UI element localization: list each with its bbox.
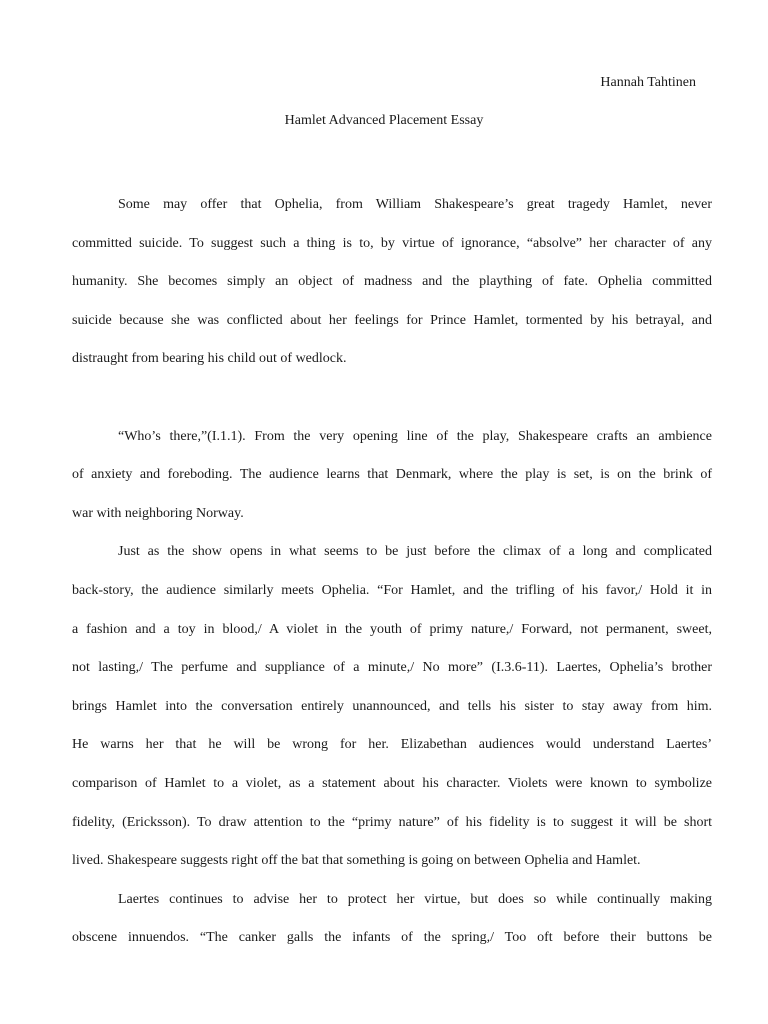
author-name: Hannah Tahtinen — [600, 75, 696, 90]
paragraph-line: “Who’s there,”(I.1.1). From the very opening line of the play, Shakespeare crafts an ambience — [118, 428, 712, 444]
essay-body — [72, 186, 712, 958]
paragraph-line: Some may offer that Ophelia, from William Shakespeare’s great tragedy Hamlet, never — [118, 197, 712, 212]
paragraph-3 — [72, 533, 712, 880]
paragraph-line: back-story, the audience similarly meets Ophelia. “For Hamlet, and the trifling of his favor,/ Hold it in — [72, 582, 712, 598]
paragraph-line: humanity. She becomes simply an object of madness and the plaything of fate. Ophelia committed — [72, 274, 712, 290]
paragraph-line: lived. Shakespeare suggests right off the bat that something is going on between Ophelia and Hamlet. — [72, 853, 641, 869]
paragraph-line: war with neighboring Norway. — [72, 505, 244, 521]
paragraph-4 — [72, 881, 712, 958]
paragraph-line: not lasting,/ The perfume and suppliance of a minute,/ No more” (I.3.6-11). Laertes, Ophelia’s brother — [72, 660, 712, 676]
paragraph-line: He warns her that he will be wrong for her. Elizabethan audiences would understand Laertes’ — [72, 737, 712, 753]
paragraph-line: Laertes continues to advise her to protect her virtue, but does so while continually making — [118, 891, 712, 907]
paragraph-line: comparison of Hamlet to a violet, as a statement about his character. Violets were known to symbolize — [72, 775, 712, 791]
paragraph-line: distraught from bearing his child out of wedlock. — [72, 351, 347, 367]
essay-title: Hamlet Advanced Placement Essay — [284, 113, 484, 128]
paragraph-line: brings Hamlet into the conversation entirely unannounced, and tells his sister to stay away from him. — [72, 698, 712, 714]
paragraph-line: suicide because she was conflicted about her feelings for Prince Hamlet, tormented by his betrayal, and — [72, 312, 712, 328]
paragraph-line: obscene innuendos. “The canker galls the infants of the spring,/ Too oft before their buttons be — [72, 930, 712, 946]
paragraph-line: Just as the show opens in what seems to be just before the climax of a long and complicated — [118, 544, 712, 560]
paragraph-line: committed suicide. To suggest such a thing is to, by virtue of ignorance, “absolve” her character of any — [72, 235, 712, 251]
paragraph-line: fidelity, (Ericksson). To draw attention to the “primy nature” of his fidelity is to suggest it will be short — [72, 814, 712, 830]
paragraph-line: a fashion and a toy in blood,/ A violet in the youth of primy nature,/ Forward, not permanent, sweet, — [72, 621, 712, 637]
paragraph-line: of anxiety and foreboding. The audience learns that Denmark, where the play is set, is on the brink of — [72, 467, 712, 483]
paragraph-2 — [72, 418, 712, 534]
paragraph-1 — [72, 186, 712, 379]
